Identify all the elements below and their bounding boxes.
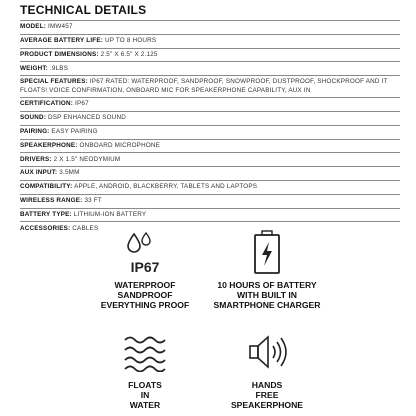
speaker-icon [244, 332, 290, 372]
spec-row-model [20, 20, 400, 34]
spec-label: AVERAGE BATTERY LIFE: [20, 37, 104, 45]
spec-row-battery-type [20, 208, 400, 222]
spec-value: 2 X 1.5" NEODYMIUM [53, 155, 121, 163]
spec-table [20, 20, 400, 235]
spec-label: SPEAKERPHONE: [20, 141, 78, 149]
spec-value: APPLE, ANDROID, BLACKBERRY, TABLETS AND LAPTOPS [74, 183, 258, 191]
spec-label: DRIVERS: [20, 155, 52, 163]
ip67-badge: IP67 [130, 259, 160, 275]
ip67-drops-icon [120, 232, 170, 276]
caption-line: SPEAKERPHONE [230, 400, 304, 410]
spec-row-aux-input [20, 166, 400, 180]
spec-label: WIRELESS RANGE: [20, 197, 83, 205]
caption-line: SANDPROOF [117, 290, 173, 300]
spec-label: SOUND: [20, 114, 47, 122]
spec-row-battery-life [20, 34, 400, 48]
spec-label: PRODUCT DIMENSIONS: [20, 50, 99, 58]
spec-label: MODEL: [20, 23, 47, 31]
spec-label: AUX INPUT: [20, 169, 58, 177]
spec-row-wireless-range [20, 194, 400, 208]
spec-value: ONBOARD MICROPHONE [79, 141, 161, 149]
spec-row-special-features [20, 75, 400, 97]
spec-label: WEIGHT: [20, 64, 48, 72]
spec-value: IMW457 [48, 23, 73, 31]
feature-caption [182, 280, 352, 310]
spec-row-dimensions [20, 48, 400, 62]
feature-battery [182, 230, 352, 310]
spec-value: CABLES [72, 224, 99, 232]
spec-value: IP67 [75, 100, 89, 108]
spec-value: DSP ENHANCED SOUND [48, 114, 127, 122]
spec-row-speakerphone [20, 139, 400, 153]
battery-charging-icon [252, 230, 282, 276]
feature-caption [182, 380, 352, 410]
spec-value: UP TO 8 HOURS [104, 37, 157, 45]
caption-line: HANDS [251, 380, 283, 390]
caption-line: WATER [129, 400, 161, 410]
spec-row-sound [20, 111, 400, 125]
spec-row-weight [20, 61, 400, 75]
spec-value: .9LBS [49, 64, 69, 72]
caption-line: EVERYTHING PROOF [100, 300, 190, 310]
spec-row-drivers [20, 152, 400, 166]
feature-grid [0, 228, 416, 416]
spec-value: 2.5" X 6.5" X 2.125 [100, 50, 158, 58]
water-waves-icon [122, 332, 168, 372]
spec-label: COMPATIBILITY: [20, 183, 73, 191]
caption-line: IN [140, 390, 150, 400]
caption-line: FREE [255, 390, 279, 400]
caption-line: WITH BUILT IN [237, 290, 297, 300]
spec-row-certification [20, 97, 400, 111]
spec-label: SPECIAL FEATURES: [20, 78, 88, 86]
caption-line: 10 HOURS OF BATTERY [217, 280, 317, 290]
caption-line: WATERPROOF [114, 280, 176, 290]
feature-speakerphone [182, 332, 352, 410]
spec-value: EASY PAIRING [51, 128, 98, 136]
spec-label: BATTERY TYPE: [20, 210, 72, 218]
spec-label: CERTIFICATION: [20, 100, 74, 108]
spec-value: 3.5MM [59, 169, 80, 177]
spec-row-pairing [20, 125, 400, 139]
spec-row-compatibility [20, 180, 400, 194]
caption-line: SMARTPHONE CHARGER [213, 300, 321, 310]
spec-value: LITHIUM-ION BATTERY [73, 210, 147, 218]
spec-label: PAIRING: [20, 128, 50, 136]
spec-label: ACCESSORIES: [20, 224, 71, 232]
spec-value: IP67 RATED: WATERPROOF, SANDPROOF, SNOWPROOF, DUSTPROOF, SHOCKPROOF AND IT FLOATS! VOICE CONFIRMATION, ONBOARD MIC FOR SPEAKERPHONE CAPABILITY, AUX IN [20, 78, 388, 94]
caption-line: FLOATS [128, 380, 162, 390]
page-title: TECHNICAL DETAILS [20, 3, 147, 17]
spec-value: 33 FT [84, 197, 102, 205]
